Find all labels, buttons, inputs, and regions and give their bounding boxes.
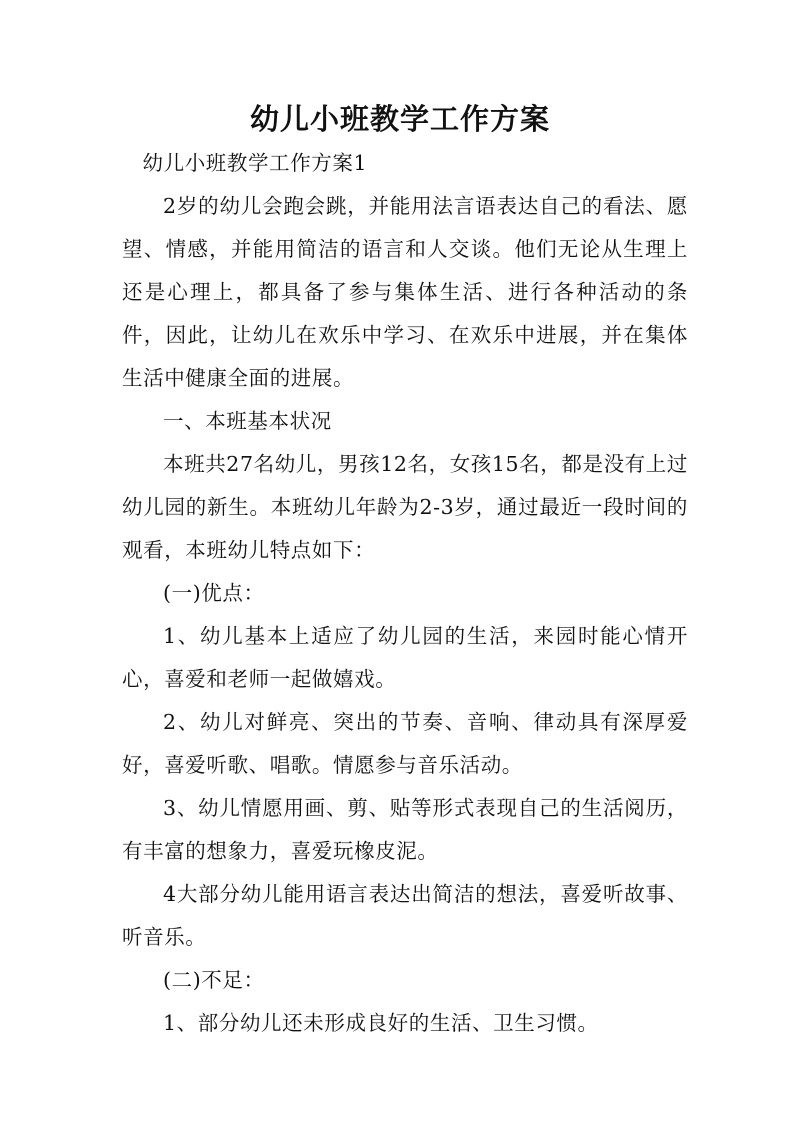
- document-body: [122, 142, 688, 1045]
- list-item: 4大部分幼儿能用语言表达出简洁的想法，喜爱听故事、听音乐。: [122, 882, 688, 949]
- list-item: 2、幼儿对鲜亮、突出的节奏、音响、律动具有深厚爱好，喜爱听歌、唱歌。情愿参与音乐活动。: [122, 710, 688, 777]
- paragraph: 本班共27名幼儿，男孩12名，女孩15名，都是没有上过幼儿园的新生。本班幼儿年龄为2-3岁，通过最近一段时间的观看，本班幼儿特点如下：: [122, 452, 688, 562]
- document-title: 幼儿小班教学工作方案: [249, 102, 550, 136]
- section-heading: 一、本班基本状况: [163, 409, 332, 433]
- list-item: 1、幼儿基本上适应了幼儿园的生活，来园时能心情开心，喜爱和老师一起做嬉戏。: [122, 624, 688, 691]
- list-item: 3、幼儿情愿用画、剪、贴等形式表现自己的生活阅历，有丰富的想象力，喜爱玩橡皮泥。: [122, 796, 688, 863]
- subsection-heading: (二)不足：: [163, 968, 265, 992]
- subsection-heading: (一)优点：: [163, 581, 265, 605]
- paragraph: 2岁的幼儿会跑会跳，并能用法言语表达自己的看法、愿望、情感，并能用简洁的语言和人交谈。他们无论从生理上还是心理上，都具备了参与集体生活、进行各种活动的条件，因此，让幼儿在欢乐中学习、在欢乐中进展，并在集体生活中健康全面的进展。: [122, 194, 688, 390]
- list-item: 1、部分幼儿还未形成良好的生活、卫生习惯。: [163, 1011, 599, 1035]
- section-heading: 幼儿小班教学工作方案1: [142, 151, 368, 175]
